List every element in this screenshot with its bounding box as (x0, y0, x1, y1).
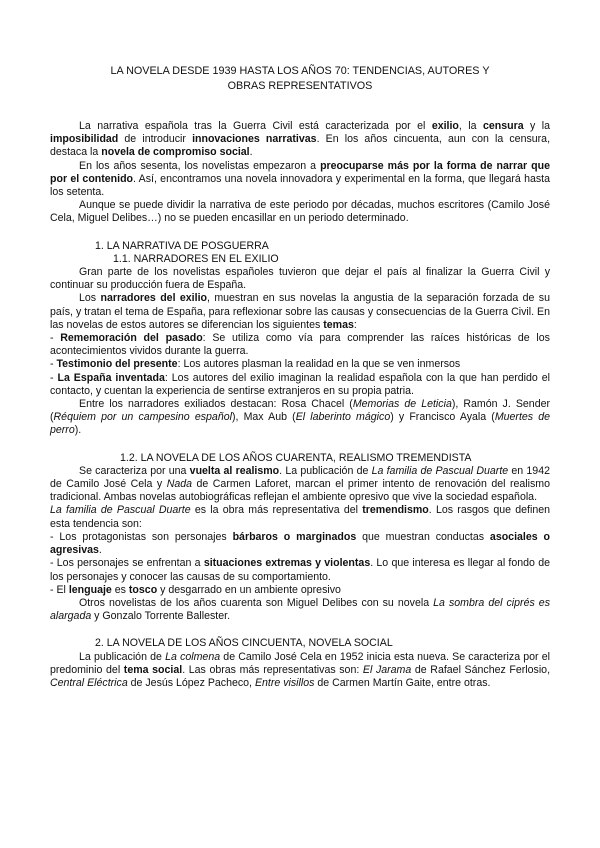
text-run: de Carmen Laforet, marcan el primer intento de renovación del realismo tradicional. Ambas novelas autobiográficas reflejan el ambiente opresivo que vive la sociedad española. (50, 478, 550, 504)
text-run: novela de compromiso social (101, 146, 250, 159)
text-run: ), Max Aub ( (231, 411, 296, 424)
text-run: La familia de Pascual Duarte (50, 504, 191, 517)
text-run: imposibilidad (50, 133, 119, 146)
text-run: ), Ramón J. Sender ( (50, 398, 551, 424)
text-run: Gran parte de los novelistas españoles tuvieron que dejar el país al finalizar la Guerra Civil y continuar su producción fuera de España. (50, 266, 550, 292)
text-run: de Carmen Martín Gaite, entre otras. (314, 676, 491, 689)
text-run: Entre los narradores exiliados destacan: Rosa Chacel ( (79, 398, 353, 411)
text-run: tosco (128, 583, 158, 596)
text-run: ) y Francisco Ayala ( (390, 411, 495, 424)
text-run: tremendismo (362, 504, 429, 517)
text-run: Rememoración del pasado (60, 332, 203, 345)
text-run: La colmena (165, 650, 221, 663)
text-run: bárbaros o marginados (232, 530, 357, 543)
text-run: exilio (431, 120, 459, 132)
text-run: 1.2. LA NOVELA DE LOS AÑOS CUARENTA, REALISMO TREMENDISTA (120, 451, 472, 464)
text-run: - (50, 358, 57, 371)
text-run: Testimonio del presente (56, 358, 178, 371)
text-run: es la obra más representativa del (190, 504, 363, 517)
text-run: innovaciones narrativas (192, 133, 317, 146)
text-run: - Los protagonistas son personajes (50, 530, 233, 543)
text-run: - (50, 371, 58, 384)
text-run: es (111, 583, 129, 596)
list-item (50, 531, 550, 557)
text-run: Otros novelistas de los años cuarenta son Miguel Delibes con su novela (79, 596, 434, 609)
text-run: Nada (166, 478, 193, 491)
paragraph (50, 398, 550, 438)
text-run: en 1942 de Camilo José Cela y (50, 464, 550, 491)
text-run: : Se utiliza como vía para comprender las raíces históricas de los acontecimientos vividos durante la guerra. (50, 332, 550, 358)
list-item (50, 584, 550, 597)
text-run: y Gonzalo Torrente Ballester. (91, 610, 231, 623)
text-run: y desgarrado en un ambiente opresivo (157, 583, 341, 596)
list-item (50, 372, 550, 398)
text-run: El laberinto mágico (295, 411, 391, 424)
text-run: 1. LA NARRATIVA DE POSGUERRA (95, 239, 269, 252)
paragraph (50, 465, 550, 505)
text-run: narradores del exilio (100, 292, 207, 305)
text-run: La publicación de (79, 650, 166, 663)
text-run: - El (50, 583, 69, 596)
paragraph (50, 160, 550, 200)
text-run: Aunque se puede dividir la narrativa de este periodo por décadas, muchos escritores (Camilo José Cela, Miguel Delibes…) no se pueden encasillar en un periodo determinado. (50, 199, 550, 225)
text-run: preocuparse más por la forma de narrar que por el contenido (50, 159, 551, 185)
subsection-heading (113, 253, 550, 266)
text-run: . Las obras más representativas son: (182, 663, 363, 676)
text-run: . Los rasgos que definen esta tendencia son: (50, 504, 550, 530)
text-run: Muertes de perro (50, 411, 551, 437)
text-run: En los años sesenta, los novelistas empezaron a (79, 159, 321, 172)
text-run: Se caracteriza por una (79, 464, 190, 477)
text-run: ). (74, 424, 82, 437)
document-title-line-1: LA NOVELA DESDE 1939 HASTA LOS AÑOS 70: TENDENCIAS, AUTORES Y (110, 65, 490, 77)
section-heading (95, 637, 550, 650)
text-run: tema social (123, 663, 183, 676)
text-run: La narrativa española tras la Guerra Civil está caracterizada por el (79, 120, 432, 132)
text-run: . Lo que interesa es llegar al fondo de los personajes y conocer las causas de su comportamiento. (50, 557, 550, 583)
text-run: Réquiem por un campesino español (53, 411, 232, 424)
text-run: - Los personajes se enfrentan a (50, 557, 204, 570)
text-run: . (249, 146, 253, 159)
text-run: , muestran en sus novelas la angustia de la separación forzada de su país, y tratan el tema de España, para reflexionar sobre las causas y consecuencias de la Guerra Civil. En las novelas de estos autores se diferencian los siguientes (50, 292, 550, 331)
section-heading (95, 240, 550, 253)
subsection-heading (120, 452, 550, 465)
text-run: lenguaje (68, 583, 112, 596)
text-run: Memorias de Leticia (352, 398, 452, 411)
text-run: . (98, 544, 102, 557)
list-item (50, 332, 550, 358)
text-run: que muestran conductas (356, 530, 490, 543)
paragraph (50, 199, 550, 225)
text-run: - (50, 332, 61, 345)
text-run: 2. LA NOVELA DE LOS AÑOS CINCUENTA, NOVELA SOCIAL (95, 637, 393, 650)
text-run: situaciones extremas y violentas (203, 557, 371, 570)
text-run: . Así, encontramos una novela innovadora y experimental en la forma, que llegará hasta los setenta. (50, 172, 550, 199)
text-run: El Jarama (362, 663, 412, 676)
text-run: 1.1. NARRADORES EN EL EXILIO (113, 252, 279, 265)
text-run: La España inventada (57, 371, 165, 384)
text-run: Central Eléctrica (50, 676, 128, 689)
paragraph (50, 504, 550, 530)
paragraph (50, 120, 550, 160)
text-run: y la (523, 120, 551, 132)
text-run: censura (482, 120, 524, 132)
paragraph (50, 651, 550, 691)
text-run: . En los años cincuenta, aun con la censura, destaca la (50, 133, 551, 159)
document-title-line-2: OBRAS REPRESENTATIVOS (227, 80, 373, 92)
text-run: : Los autores plasman la realidad en la que se ven inmersos (177, 358, 461, 371)
paragraph (50, 292, 550, 332)
document-body (50, 120, 550, 690)
list-item (50, 557, 550, 583)
text-run: : (353, 318, 357, 331)
text-run: La sombra del ciprés es alargada (50, 596, 550, 623)
text-run: La familia de Pascual Duarte (371, 464, 509, 477)
paragraph (50, 266, 550, 292)
document-title (50, 64, 550, 94)
text-run: , la (458, 120, 483, 132)
text-run: . La publicación de (279, 464, 372, 477)
text-run: de Jesús López Pacheco, (127, 676, 255, 689)
text-run: de Rafael Sánchez Ferlosio, (411, 663, 551, 676)
text-run: asociales o agresivas (50, 530, 550, 557)
text-run: vuelta al realismo (189, 464, 280, 477)
paragraph (50, 597, 550, 623)
text-run: : Los autores del exilio imaginan la realidad española con la que han perdido el contacto, y cuentan la experiencia de sentirse extranjeros en su propia patria. (50, 371, 550, 397)
list-item (50, 358, 550, 371)
text-run: Entre visillos (254, 676, 315, 689)
text-run: de introducir (118, 133, 193, 146)
text-run: de Camilo José Cela en 1952 inicia esta nueva. Se caracteriza por el predominio del (50, 650, 550, 676)
text-run: temas (323, 318, 354, 331)
text-run: Los (79, 292, 101, 305)
